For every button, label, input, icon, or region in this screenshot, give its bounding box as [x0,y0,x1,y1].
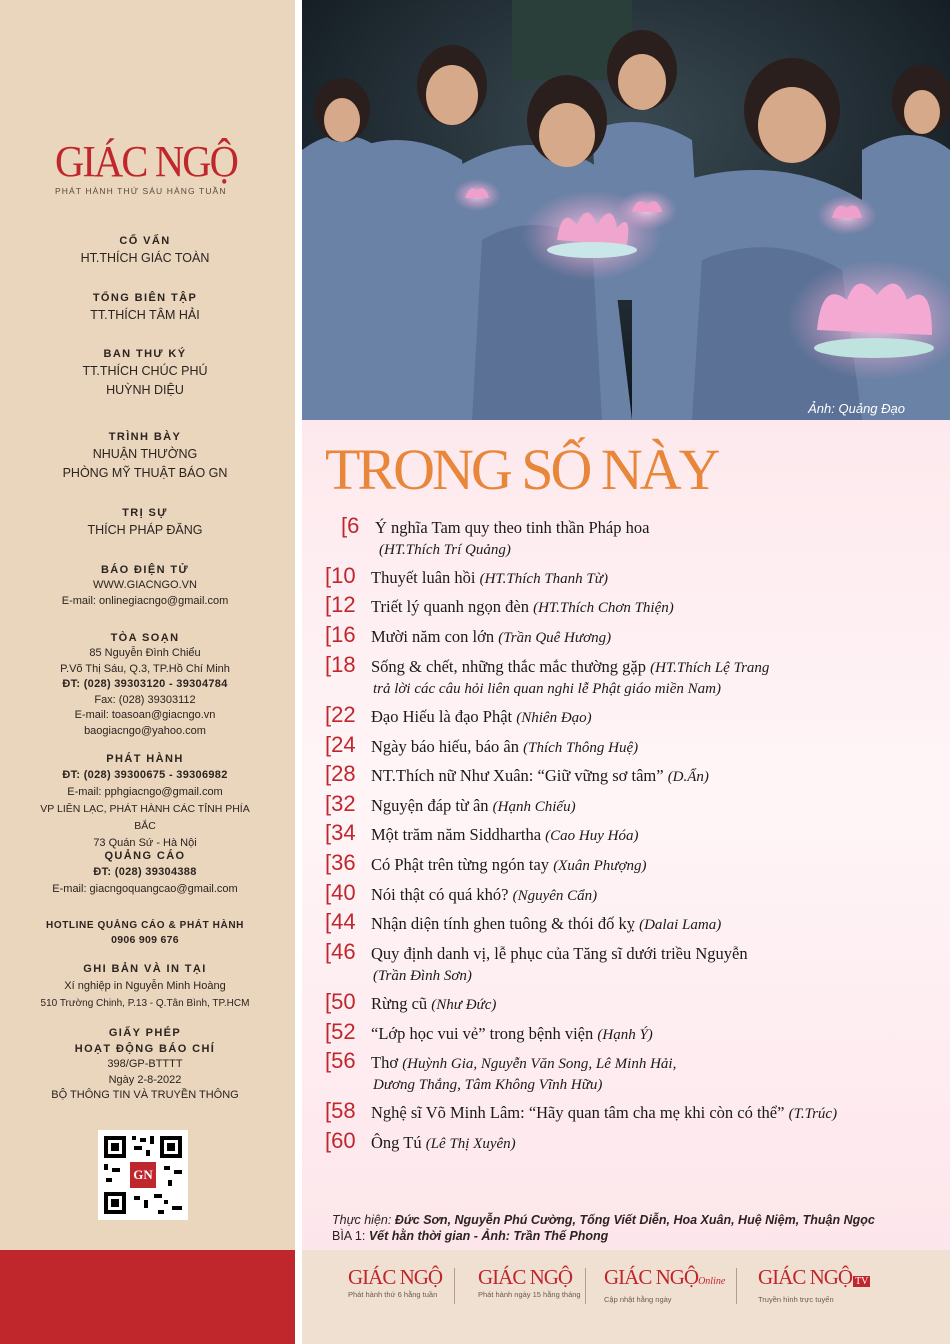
masthead-trinh-bay [30,429,260,483]
footer-logo-tagline: Cập nhật hằng ngày [604,1295,672,1304]
toc-page: 60 [331,1128,356,1153]
toc-author: (Hạnh Chiếu) [492,799,576,815]
toc-sub: Dương Thắng, Tâm Không Vĩnh Hữu) [373,1077,603,1093]
footer-divider [736,1268,737,1304]
toc-page: 34 [331,820,356,845]
toc-item[interactable]: [46 Quy định danh vị, lễ phục của Tăng sĩ dưới triều Nguyễn (Trần Đình Sơn) [325,938,945,986]
section-heading: CỐ VẤN [119,235,171,247]
masthead-giay-phep [30,1025,260,1104]
qr-label: GN [133,1167,153,1182]
masthead-sidebar [0,0,295,1344]
toc-item[interactable]: [22 Đạo Hiếu là đạo Phật (Nhiên Đạo) [325,702,592,727]
toc-author: (Nguyên Cẩn) [512,888,598,904]
toc-author: (Dalai Lama) [639,917,722,933]
toc-item[interactable]: [60 Ông Tú (Lê Thị Xuyên) [325,1128,516,1153]
section-line: PHÒNG MỸ THUẬT BÁO GN [62,466,228,480]
toc-author: (HT.Thích Lệ Trang [650,660,770,676]
footer-divider [585,1268,586,1304]
toc-page: 32 [331,791,356,816]
toc-item[interactable]: [36 Có Phật trên từng ngón tay (Xuân Phượng) [325,850,647,875]
toc-sub: (HT.Thích Trí Quảng) [379,542,511,558]
masthead-tri-su [30,505,260,540]
toc-title: Nghệ sĩ Võ Minh Lâm: “Hãy quan tâm cha mẹ khi còn có thể” [371,1103,785,1122]
footer-logo-monthly[interactable] [478,1266,581,1299]
photo-credit: Ảnh: Quảng Đạo [808,401,905,416]
toc-item[interactable]: [10 Thuyết luân hồi (HT.Thích Thanh Từ) [325,563,608,588]
section-line: 398/GP-BTTTT [107,1058,183,1070]
toc-item[interactable]: [32 Nguyện đáp từ ân (Hạnh Chiếu) [325,791,576,816]
logo-tagline: PHÁT HÀNH THỨ SÁU HÀNG TUẦN [55,186,227,196]
footer-logo-tagline: Truyền hình trực tuyến [758,1295,834,1304]
section-line: VP LIÊN LẠC, PHÁT HÀNH CÁC TỈNH PHÍA BẮC [40,803,250,832]
section-heading: GIẤY PHÉP [108,1027,182,1039]
toc-page: 46 [331,939,356,964]
toc-title: “Lớp học vui vẻ” trong bệnh viện [371,1024,594,1043]
toc-item[interactable]: [58 Nghệ sĩ Võ Minh Lâm: “Hãy quan tâm cha mẹ khi còn có thể” (T.Trúc) [325,1098,838,1123]
toc-author: (D.Ẩn) [667,769,709,785]
toc-item[interactable]: [24 Ngày báo hiếu, báo ân (Thích Thông Huệ) [325,732,639,757]
footer-logo-name: GIÁC NGỘ [758,1265,853,1289]
section-heading: HOTLINE QUẢNG CÁO & PHÁT HÀNH [46,920,244,931]
toc-page: 16 [331,622,356,647]
section-heading: QUẢNG CÁO [104,850,186,862]
footer-logo-name: GIÁC NGỘ [604,1265,699,1289]
toc-author: (HT.Thích Thanh Từ) [479,571,608,587]
toc-sub: (Trần Đình Sơn) [373,968,472,984]
footer-logo-weekly[interactable] [348,1266,442,1299]
email-link[interactable]: E-mail: pphgiacngo@gmail.com [67,786,223,798]
section-heading: PHÁT HÀNH [106,753,184,765]
toc-title: Một trăm năm Siddhartha [371,825,542,844]
section-heading: GHI BẢN VÀ IN TẠI [83,963,207,975]
section-heading: TRÌNH BÀY [108,431,182,443]
email-link[interactable]: E-mail: toasoan@giacngo.vn [74,709,216,721]
toc-author: (Như Đức) [431,997,497,1013]
toc-page: 52 [331,1019,356,1044]
section-heading: BAN THƯ KÝ [103,348,187,360]
section-line: BỘ THÔNG TIN VÀ TRUYỀN THÔNG [51,1089,239,1101]
qr-code[interactable] [98,1130,188,1220]
toc-item[interactable]: [44 Nhận diện tính ghen tuông & thói đố kỵ (Dalai Lama) [325,909,722,934]
section-line: TT.THÍCH TÂM HẢI [90,308,200,322]
section-line: Ngày 2-8-2022 [108,1073,182,1086]
section-heading: TỔNG BIÊN TẬP [92,292,198,304]
toc-title: Sống & chết, những thắc mắc thường gặp [371,657,646,676]
credits-made-label: Thực hiện: [332,1213,392,1227]
section-heading: HOẠT ĐỘNG BÁO CHÍ [74,1043,216,1055]
toc-author: (Xuân Phượng) [553,858,647,874]
section-line: 85 Nguyễn Đình Chiểu [89,647,201,659]
phone-line: ĐT: (028) 39304388 [93,866,197,878]
masthead-ghi-ban [30,960,260,1012]
section-heading: TRỊ SỰ [122,507,168,519]
toc-page: 40 [331,880,356,905]
toc-sub: trả lời các câu hỏi liên quan nghi lễ Phật giáo miền Nam) [373,681,721,697]
toc-title: Thơ [371,1053,399,1072]
toc-author: (Lê Thị Xuyên) [425,1136,516,1152]
fax-line: Fax: (028) 39303112 [94,693,196,706]
toc-item[interactable]: [16 Mười năm con lớn (Trần Quê Hương) [325,622,612,647]
section-line: HUỲNH DIỆU [106,383,184,397]
masthead-phat-hanh [30,751,260,852]
section-line: TT.THÍCH CHÚC PHÚ [82,364,208,378]
phone-line: ĐT: (028) 39303120 - 39304784 [62,678,228,690]
email-link[interactable]: E-mail: onlinegiacngo@gmail.com [61,594,229,607]
masthead-hotline [30,919,260,947]
issue-credits [332,1212,875,1244]
footer-logo-tagline: Phát hành thứ 6 hằng tuần [348,1290,438,1299]
masthead-quang-cao [30,848,260,898]
toc-title: Nguyện đáp từ ân [371,796,489,815]
toc-page: 58 [331,1098,356,1123]
toc-item[interactable]: [56 Thơ (Huỳnh Gia, Nguyễn Văn Song, Lê Minh Hải, Dương Thắng, Tâm Không Vĩnh Hữu) [325,1047,945,1095]
section-line: Xí nghiệp in Nguyễn Minh Hoàng [64,980,226,992]
footer-logo-suffix: TV [855,1276,869,1287]
section-heading: BÁO ĐIỆN TỬ [100,564,190,576]
sidebar-red-band [0,1250,295,1344]
toc-item[interactable]: [52 “Lớp học vui vẻ” trong bệnh viện (Hạnh Ý) [325,1019,653,1044]
toc-item[interactable]: [28 NT.Thích nữ Như Xuân: “Giữ vững sơ tâm” (D.Ẩn) [325,761,709,786]
page-title: TRONG SỐ NÀY [325,437,718,502]
toc-title: NT.Thích nữ Như Xuân: “Giữ vững sơ tâm” [371,766,664,785]
toc-author: (Trần Quê Hương) [498,630,612,646]
toc-author: (Nhiên Đạo) [516,710,592,726]
section-line: NHUẬN THƯỜNG [92,447,198,461]
section-line: P.Võ Thị Sáu, Q.3, TP.Hồ Chí Minh [60,662,230,675]
toc-page: 6 [347,513,360,538]
footer-logo-name: GIÁC NGỘ [478,1265,573,1289]
footer-divider [454,1268,455,1304]
toc-item[interactable]: [18 Sống & chết, những thắc mắc thường gặp (HT.Thích Lệ Trang trả lời các câu hỏi liên quan nghi lễ Phật giáo miền Nam) [325,651,945,699]
toc-title: Triết lý quanh ngọn đèn [371,597,529,616]
footer-logo-tv[interactable] [758,1266,870,1304]
section-line: THÍCH PHÁP ĐĂNG [87,523,203,537]
phone-line: ĐT: (028) 39300675 - 39306982 [62,769,228,781]
toc-author: (T.Trúc) [788,1106,838,1122]
email-link[interactable]: E-mail: giacngoquangcao@gmail.com [52,883,238,895]
toc-page: 24 [331,732,356,757]
section-line: 73 Quán Sứ - Hà Nội [93,837,197,849]
toc-item[interactable]: [34 Một trăm năm Siddhartha (Cao Huy Hóa) [325,820,639,845]
toc-title: Đạo Hiếu là đạo Phật [371,707,513,726]
masthead-bao-dien-tu [30,562,260,609]
masthead-tong-bien-tap [30,290,260,325]
footer-logo-name: GIÁC NGỘ [348,1265,443,1289]
credits-cover: Vết hằn thời gian - Ảnh: Trần Thế Phong [368,1229,609,1243]
toc-item[interactable]: [50 Rừng cũ (Như Đức) [325,989,497,1014]
toc-item[interactable]: [6 Ý nghĩa Tam quy theo tinh thần Pháp hoa (HT.Thích Trí Quảng) [325,512,945,560]
toc-title: Có Phật trên từng ngón tay [371,855,550,874]
toc-page: 44 [331,909,356,934]
email-link[interactable]: baogiacngo@yahoo.com [84,724,206,737]
footer-logo-tagline: Phát hành ngày 15 hằng tháng [478,1290,581,1299]
toc-page: 28 [331,761,356,786]
lantern-ceremony-illustration [302,0,950,420]
logo-name: GIÁC NGỘ [55,137,238,186]
toc-title: Nói thật có quá khó? [371,885,509,904]
toc-page: 50 [331,989,356,1014]
masthead-co-van [30,233,260,268]
toc-page: 12 [331,592,356,617]
masthead-toa-soan [30,630,260,739]
hotline-number: 0906 909 676 [111,934,179,946]
toc-title: Mười năm con lớn [371,627,495,646]
toc-title: Ý nghĩa Tam quy theo tinh thần Pháp hoa [375,518,650,537]
toc-author: (Cao Huy Hóa) [545,828,639,844]
toc-title: Quy định danh vị, lễ phục của Tăng sĩ dưới triều Nguyễn [371,944,748,963]
footer-logo-online[interactable] [604,1266,725,1304]
toc-title: Ông Tú [371,1133,422,1152]
toc-author: (Thích Thông Huệ) [523,740,639,756]
toc-author: (Huỳnh Gia, Nguyễn Văn Song, Lê Minh Hải, [402,1056,677,1072]
toc-page: 56 [331,1048,356,1073]
toc-author: (HT.Thích Chơn Thiện) [533,600,674,616]
footer-logo-suffix: Online [698,1276,726,1287]
giacngo-logo [55,137,245,196]
website-link[interactable]: WWW.GIACNGO.VN [93,579,197,591]
section-line: HT.THÍCH GIÁC TOÀN [80,251,210,265]
toc-page: 22 [331,702,356,727]
toc-page: 36 [331,850,356,875]
masthead-ban-thu-ky [30,346,260,400]
section-heading: TÒA SOẠN [110,632,180,644]
credits-made-by: Đức Sơn, Nguyễn Phú Cường, Tống Viết Diễn, Hoa Xuân, Huệ Niệm, Thuận Ngọc [394,1213,875,1227]
section-line: 510 Trường Chinh, P.13 - Q.Tân Bình, TP.HCM [40,998,250,1009]
cover-photo [302,0,950,420]
footer-brands [302,1250,950,1344]
toc-title: Thuyết luân hồi [371,568,476,587]
toc-author: (Hạnh Ý) [597,1027,653,1043]
toc-page: 18 [331,652,356,677]
toc-item[interactable]: [12 Triết lý quanh ngọn đèn (HT.Thích Chơn Thiện) [325,592,674,617]
toc-title: Nhận diện tính ghen tuông & thói đố kỵ [371,914,635,933]
toc-title: Rừng cũ [371,994,428,1013]
toc-page: 10 [331,563,356,588]
toc-title: Ngày báo hiếu, báo ân [371,737,519,756]
toc-item[interactable]: [40 Nói thật có quá khó? (Nguyên Cẩn) [325,880,598,905]
credits-cover-label: BÌA 1: [332,1229,366,1243]
